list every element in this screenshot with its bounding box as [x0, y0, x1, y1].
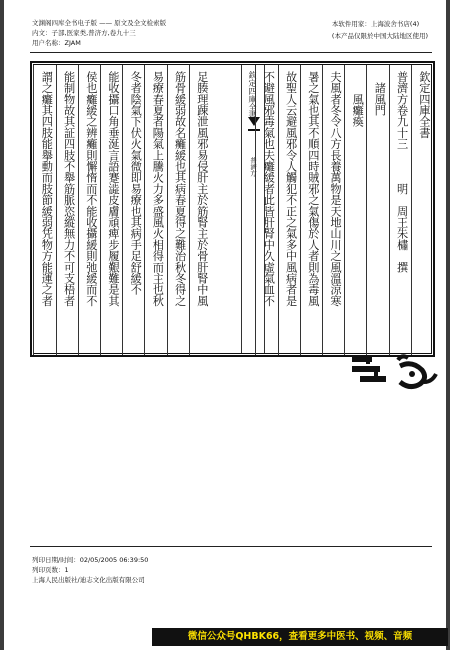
footer-publisher: 上海人民出版社/迪志文化出版有限公司 [32, 576, 145, 584]
window-left-edge [0, 0, 4, 650]
publisher-logo-icon [350, 352, 442, 394]
right-text-column-text: 風癱瘓 [351, 71, 365, 127]
footer-print-date: 列印日期/时间：02/05/2005 06:39:50 [32, 556, 149, 564]
left-text-column [56, 65, 78, 355]
left-text-column [144, 65, 166, 355]
right-text-column [278, 65, 300, 355]
header-user-label: 用户名称： [32, 39, 65, 47]
window-right-edge [446, 0, 450, 650]
header-license [332, 18, 428, 42]
left-text-column-text: 能收攝口角垂涎言語蹇澁皮膚頑痺步履艱難是其 [107, 71, 120, 307]
header-licensee: 本软件用家：上海波舍书店(4) [331, 20, 420, 28]
right-text-column-text: 暑之氣也其不順四時賊邪之氣傷於人者則為毒風 [306, 71, 320, 307]
right-text-column-text: 普濟方卷九十三 明 周王朱橚 撰 [395, 71, 409, 273]
fold-book-title: 普濟方 [249, 157, 257, 177]
header-product-line: 文渊阁四库全书电子版 —— 原文及全文检索版 [32, 19, 167, 27]
book-page [33, 64, 432, 354]
left-text-column [167, 65, 189, 355]
right-text-column [300, 65, 322, 355]
left-text-column-text: 冬者陰氣下伏火氣微即易療也其病手足舒緩不 [129, 71, 143, 295]
footer-print-pages: 列印页数：1 [32, 566, 69, 574]
promo-banner: 微信公众号QHBK66，查看更多中医书、视频、音频 [152, 628, 448, 646]
right-text-column [344, 65, 366, 355]
left-text-column-text: 筋骨緩弱故名癱緩也其病春夏得之難治秋冬得之 [173, 71, 187, 307]
left-text-column [100, 65, 122, 355]
right-text-column [366, 65, 388, 355]
right-text-column [389, 65, 411, 355]
page-footer [32, 555, 148, 585]
header-user-line [32, 38, 166, 48]
right-text-column [411, 65, 433, 355]
header-content-line: 内文：子部,医家类,普济方,卷九十三 [32, 29, 136, 37]
footer-divider [30, 546, 432, 547]
right-text-column-text: 夫風者冬令八方長養萬物是天地山川之風溫涼寒 [329, 71, 342, 307]
right-text-column-text: 不避風邪毒氣也夫癱緩者此皆肝腎中久虛氣血不 [262, 71, 276, 307]
left-text-column [33, 65, 55, 355]
fold-title: 欽定四庫全書 [248, 71, 257, 119]
left-text-column-text: 易療春夏者陽氣上騰火力多盛風火相得而主也秋 [151, 71, 165, 307]
right-text-column-text: 諸風門 [373, 71, 387, 116]
page-header [32, 18, 166, 48]
right-text-column [322, 65, 344, 355]
left-text-column [78, 65, 100, 355]
header-divider [30, 52, 432, 53]
right-text-column-text: 故聖人云避風邪令人觸犯不正之氣多中風病者是 [284, 71, 298, 307]
right-text-column [255, 65, 277, 355]
header-user-value: ZJAM [64, 39, 81, 47]
right-text-column-text: 欽定四庫全書 [417, 71, 431, 139]
left-text-column-text: 能制物故其証四肢不舉筋脈恣縱無力不可支梧者 [62, 71, 76, 307]
left-text-column [189, 65, 211, 355]
left-text-column-text: 足腠理踈泄風邪易侵肝主於筋腎主於骨肝腎中風 [195, 71, 209, 307]
left-text-column [122, 65, 144, 355]
header-region-note: (本产品仅限於中国大陆地区使用) [331, 32, 428, 40]
left-text-column-text: 謂之癱其四肢能舉動而肢節緩弱凭物方能運之者 [40, 71, 54, 307]
left-text-column-text: 侯也癱緩之辨癱則懈惰而不能收攝緩則弛緩而不 [84, 71, 98, 307]
